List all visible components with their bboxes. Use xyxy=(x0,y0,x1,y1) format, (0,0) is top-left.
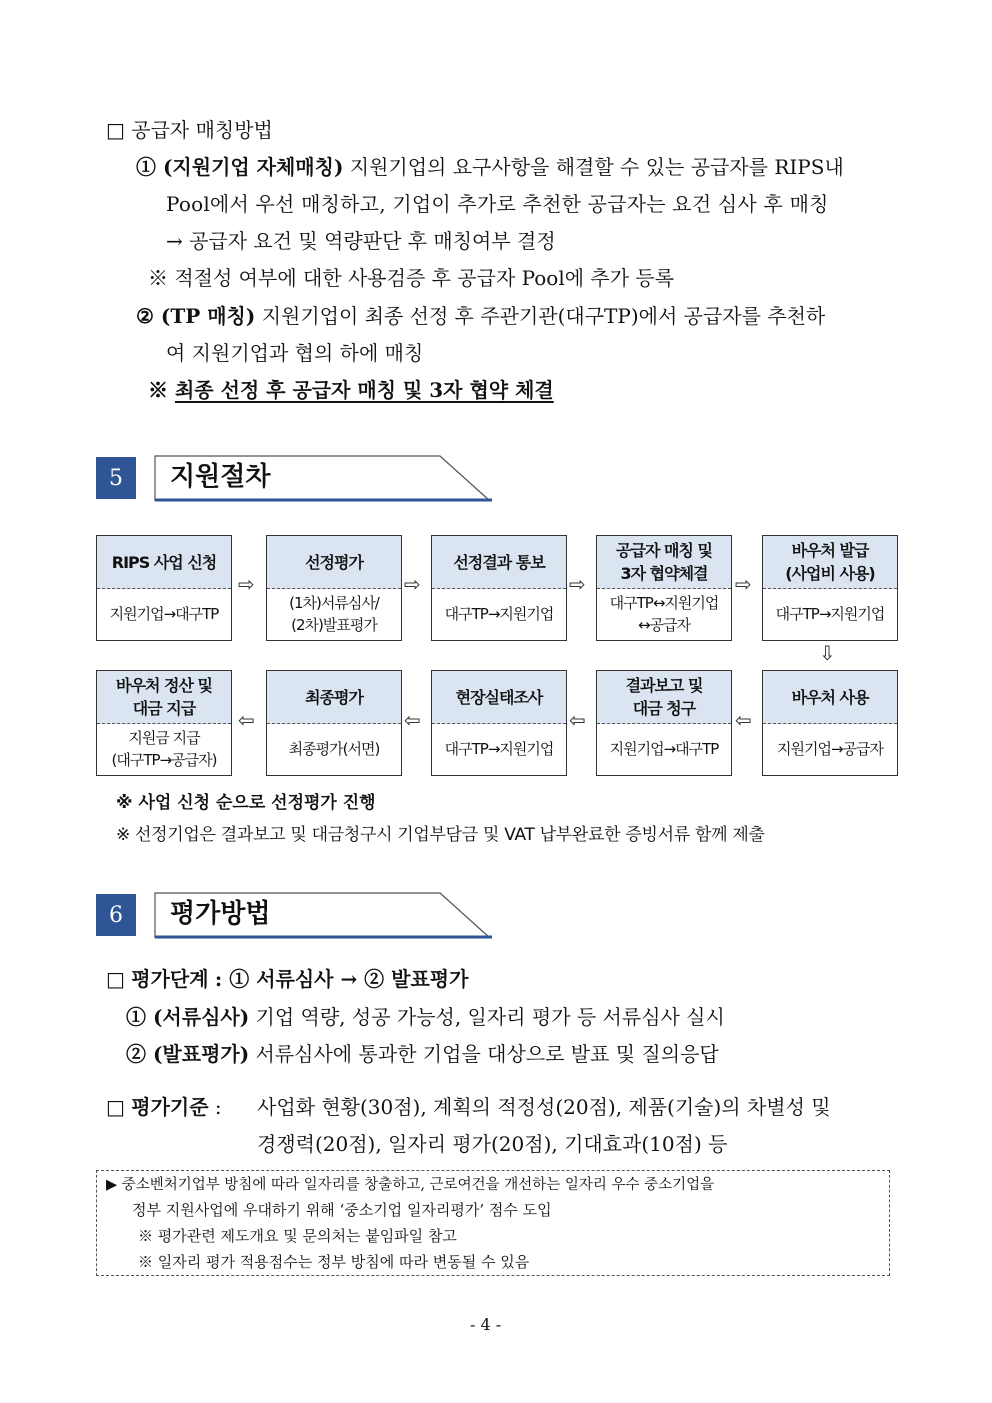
page-number: - 4 - xyxy=(470,1315,502,1334)
supplier-item1 xyxy=(136,154,896,180)
arrow-left-icon: ⇦ xyxy=(569,708,586,732)
flow-step-rips-application xyxy=(96,535,232,641)
flow-step-title: 바우처 발급 (사업비 사용) xyxy=(763,536,897,589)
supplier-item2 xyxy=(136,303,825,329)
flow-step-title: 바우처 사용 xyxy=(763,671,897,724)
flow-step-actor: 대구TP→지원기업 xyxy=(775,605,885,623)
supplier-item2-cont: 여 지원기업과 협의 하에 매칭 xyxy=(166,341,424,365)
flow-step-title: 바우처 정산 및 대금 지급 xyxy=(97,671,231,724)
flow-step-final-eval xyxy=(266,670,402,776)
flow-step-voucher-settlement xyxy=(96,670,232,776)
flow-step-voucher-use xyxy=(762,670,898,776)
supplier-item1-arrow: → 공급자 요건 및 역량판단 후 매칭여부 결정 xyxy=(166,229,556,253)
supplier-item2-note-mark: ※ xyxy=(148,378,168,402)
flow-step-selection-eval xyxy=(266,535,402,641)
flow-step-title: RIPS 사업 신청 xyxy=(97,536,231,589)
eval-criteria-box: □ xyxy=(106,1095,125,1119)
arrow-right-icon: ⇨ xyxy=(735,572,752,596)
supplier-item2-note xyxy=(148,377,554,403)
flow-step-actor: 지원기업→대구TP xyxy=(109,605,219,623)
eval-criteria-colon: : xyxy=(214,1095,222,1119)
arrow-right-icon: ⇨ xyxy=(238,572,255,596)
eval-stage1 xyxy=(126,1004,725,1030)
section5-title: 지원절차 xyxy=(170,462,271,492)
supplier-item1-text: 지원기업의 요구사항을 해결할 수 있는 공급자를 RIPS내 xyxy=(349,155,844,179)
section5-note2: ※ 선정기업은 결과보고 및 대금청구시 기업부담금 및 VAT 납부완료한 증빙서류 함께 제출 xyxy=(116,825,765,845)
eval-stage-box: □ xyxy=(106,967,125,991)
flow-step-title: 공급자 매칭 및 3자 협약체결 xyxy=(597,536,731,589)
infobox-line4: ※ 일자리 평가 적용점수는 정부 방침에 따라 변동될 수 있음 xyxy=(138,1253,530,1271)
flow-step-actor: 최종평가(서면) xyxy=(288,740,380,758)
flow-step-actor: 지원기업→공급자 xyxy=(777,740,883,758)
supplier-item2-note-text: 최종 선정 후 공급자 매칭 및 3자 협약 체결 xyxy=(174,378,554,402)
eval-criteria-cont: 경쟁력(20점), 일자리 평가(20점), 기대효과(10점) 등 xyxy=(257,1132,728,1156)
eval-stage-label: 평가단계 xyxy=(131,967,209,991)
flow-step-title: 선정결과 통보 xyxy=(432,536,566,589)
supplier-item2-label: ② (TP 매칭) xyxy=(136,304,256,328)
section5-note1: ※ 사업 신청 순으로 선정평가 진행 xyxy=(116,793,376,813)
eval-stage2 xyxy=(126,1041,719,1067)
flow-step-title: 현장실태조사 xyxy=(432,671,566,724)
supplier-item1-cont: Pool에서 우선 매칭하고, 기업이 추가로 추천한 공급자는 요건 심사 후 매칭 xyxy=(166,192,829,216)
flow-step-actor: 대구TP→지원기업 xyxy=(444,605,554,623)
eval-stage2-text: 서류심사에 통과한 기업을 대상으로 발표 및 질의응답 xyxy=(255,1042,719,1066)
eval-stage1-label: ① (서류심사) xyxy=(126,1005,250,1029)
flow-step-actor: 지원기업→대구TP xyxy=(609,740,719,758)
supplier-heading: □ 공급자 매칭방법 xyxy=(106,118,273,142)
section6-title: 평가방법 xyxy=(170,899,271,929)
eval-criteria-heading xyxy=(106,1094,222,1120)
arrow-left-icon: ⇦ xyxy=(735,708,752,732)
infobox-line3: ※ 평가관련 제도개요 및 문의처는 붙임파일 참고 xyxy=(138,1227,457,1245)
arrow-left-icon: ⇦ xyxy=(238,708,255,732)
supplier-item1-note: ※ 적절성 여부에 대한 사용검증 후 공급자 Pool에 추가 등록 xyxy=(148,266,675,290)
flow-step-title: 결과보고 및 대금 청구 xyxy=(597,671,731,724)
eval-stage-heading xyxy=(106,966,468,992)
arrow-left-icon: ⇦ xyxy=(404,708,421,732)
supplier-item2-text: 지원기업이 최종 선정 후 주관기관(대구TP)에서 공급자를 추천하 xyxy=(261,304,826,328)
arrow-right-icon: ⇨ xyxy=(569,572,586,596)
flow-step-title: 선정평가 xyxy=(267,536,401,589)
section5-number: 5 xyxy=(96,457,136,499)
eval-stage-text: : ① 서류심사 → ② 발표평가 xyxy=(214,967,469,991)
flow-step-actor: 대구TP→지원기업 xyxy=(444,740,554,758)
flow-step-actor: (1차)서류심사/ (2차)발표평가 xyxy=(289,594,379,634)
flow-step-site-inspection xyxy=(431,670,567,776)
eval-criteria-text: 사업화 현황(30점), 계획의 적정성(20점), 제품(기술)의 차별성 및 xyxy=(257,1095,831,1119)
flow-step-supplier-matching xyxy=(596,535,732,641)
flow-step-actor: 대구TP↔지원기업 ↔공급자 xyxy=(609,594,719,634)
flow-step-voucher-issue xyxy=(762,535,898,641)
flow-step-actor: 지원금 지급 (대구TP→공급자) xyxy=(111,729,217,769)
flow-step-result-report xyxy=(596,670,732,776)
arrow-right-icon: ⇨ xyxy=(404,572,421,596)
eval-stage1-text: 기업 역량, 성공 가능성, 일자리 평가 등 서류심사 실시 xyxy=(255,1005,725,1029)
infobox-line2: 정부 지원사업에 우대하기 위해 ‘중소기업 일자리평가’ 점수 도입 xyxy=(132,1201,552,1219)
arrow-down-icon: ⇩ xyxy=(819,641,836,665)
flow-step-selection-notice xyxy=(431,535,567,641)
supplier-item1-label: ① (지원기업 자체매칭) xyxy=(136,155,344,179)
eval-stage2-label: ② (발표평가) xyxy=(126,1042,250,1066)
eval-criteria-label: 평가기준 xyxy=(131,1095,209,1119)
flow-step-title: 최종평가 xyxy=(267,671,401,724)
section6-number: 6 xyxy=(96,894,136,936)
infobox-line1: ▶ 중소벤처기업부 방침에 따라 일자리를 창출하고, 근로여건을 개선하는 일자리 우수 중소기업을 xyxy=(106,1177,715,1193)
